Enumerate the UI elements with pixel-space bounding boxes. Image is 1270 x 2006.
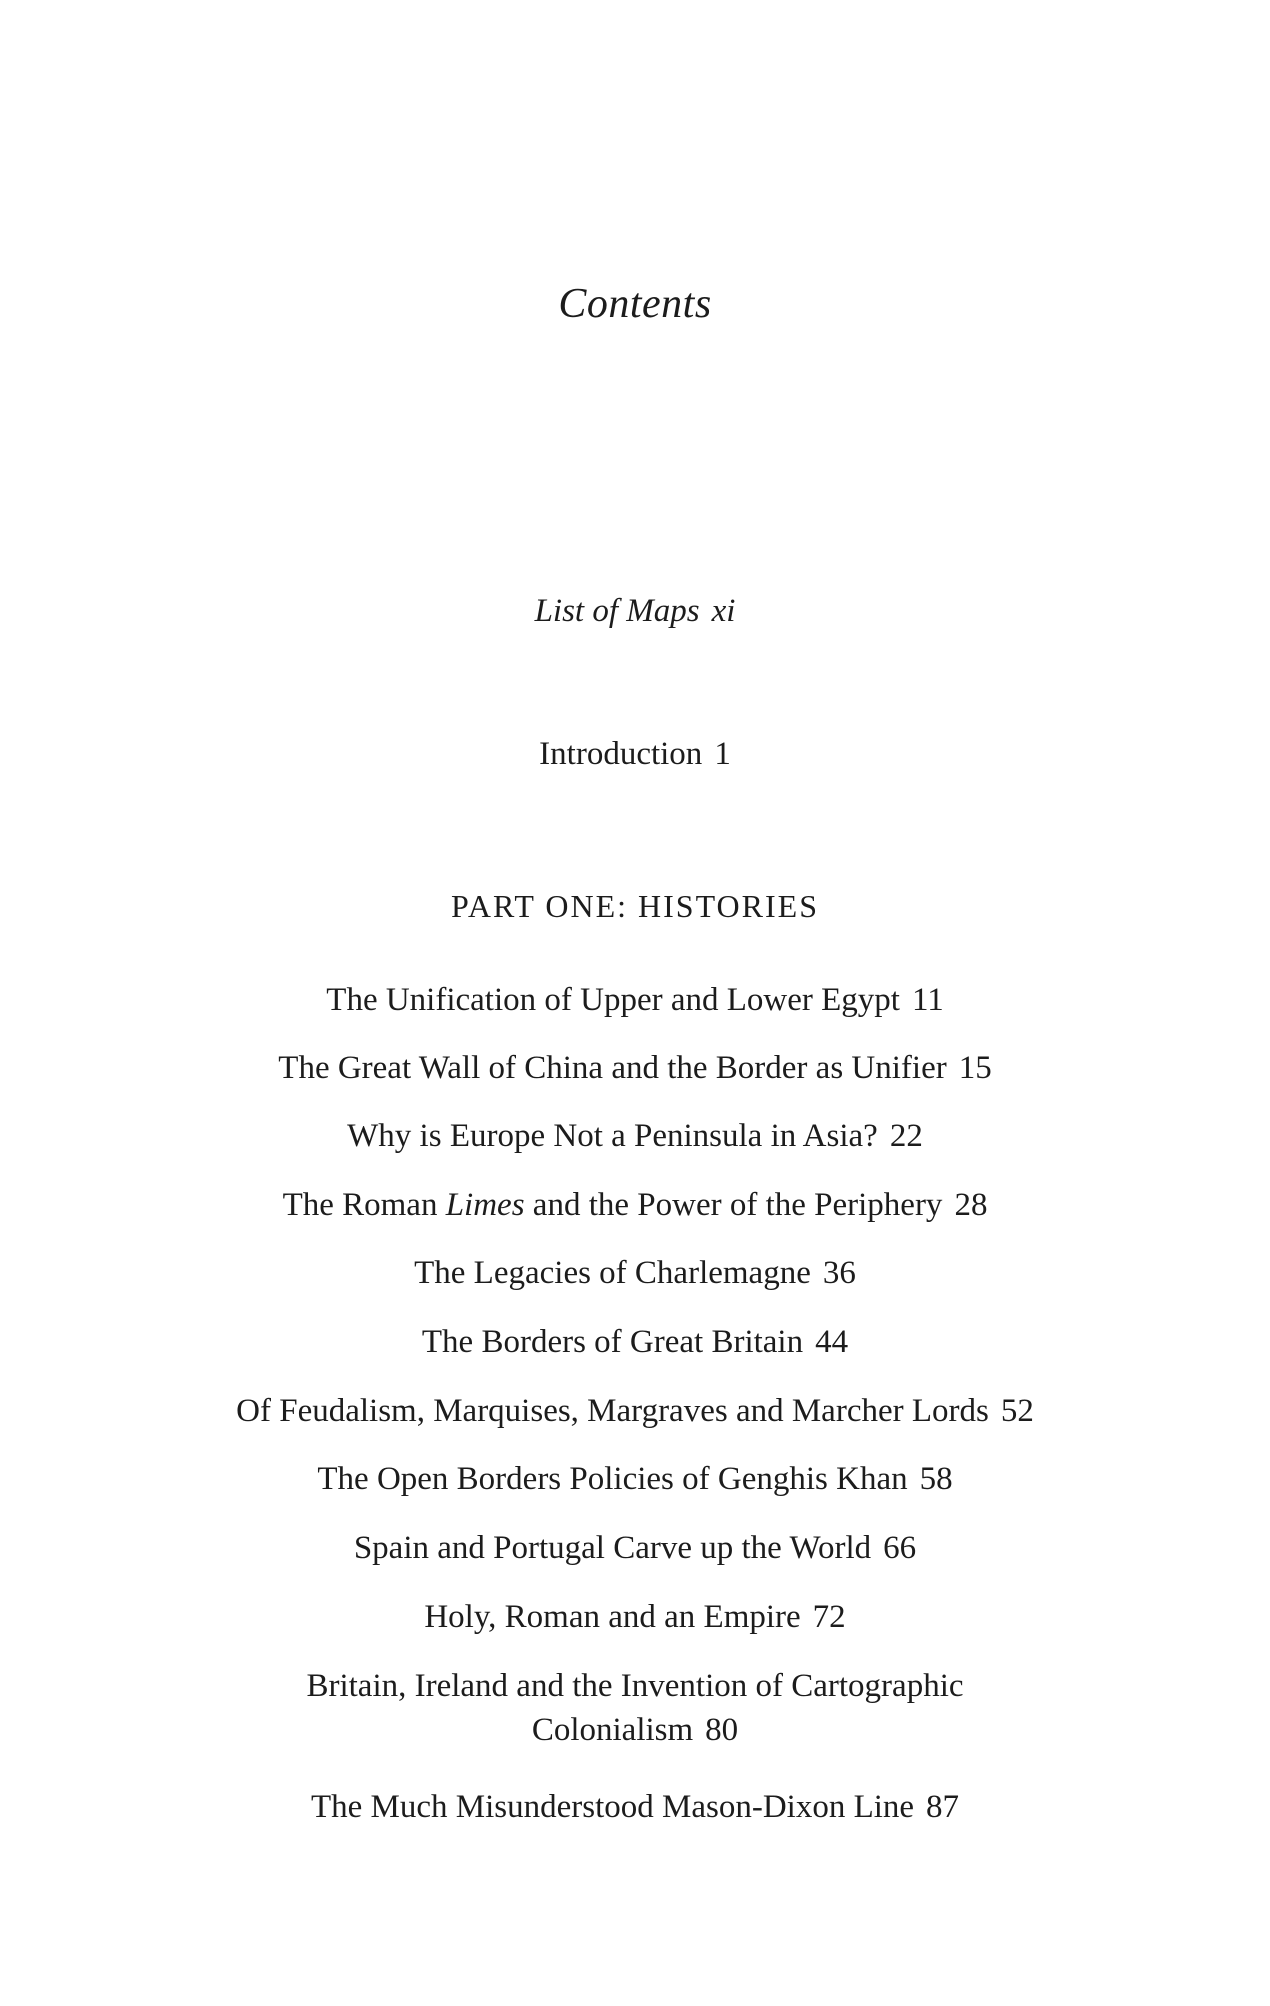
entry-title-italic: Limes	[445, 1187, 525, 1223]
toc-entry	[0, 1526, 1270, 1570]
entry-page-number: 58	[919, 1461, 953, 1497]
entry-title: The Unification of Upper and Lower Egypt	[326, 982, 900, 1018]
entry-page-number: 22	[889, 1118, 923, 1154]
toc-entry	[0, 1320, 1270, 1364]
entry-page-number: 52	[1000, 1393, 1034, 1429]
entry-page-number: 87	[926, 1789, 960, 1825]
entry-title: The Much Misunderstood Mason-Dixon Line	[310, 1789, 915, 1825]
entry-title: The Open Borders Policies of Genghis Khan	[317, 1461, 908, 1497]
toc-entry	[0, 1389, 1270, 1433]
toc-entry	[0, 1595, 1270, 1639]
entry-title-line	[0, 1708, 1270, 1752]
toc-entry	[0, 1046, 1270, 1090]
entry-title: The Borders of Great Britain	[421, 1324, 804, 1360]
entry-title-line: Britain, Ireland and the Invention of Cartographic	[306, 1668, 964, 1704]
entry-page-number: 11	[911, 982, 944, 1018]
toc-entry	[0, 1114, 1270, 1158]
toc-entry	[0, 1183, 1270, 1227]
entry-page-number: xi	[711, 593, 736, 629]
toc-entry	[0, 978, 1270, 1022]
entry-page-number: 28	[954, 1187, 988, 1223]
entry-page-number: 80	[705, 1712, 739, 1748]
entry-title: Holy, Roman and an Empire	[424, 1599, 801, 1635]
entry-title-part: The Roman	[282, 1187, 446, 1223]
entry-page-number: 72	[812, 1599, 846, 1635]
toc-entry-list-of-maps	[0, 593, 1270, 630]
page-title: Contents	[558, 281, 712, 327]
entry-title: Introduction	[539, 736, 703, 772]
toc-entry	[0, 1251, 1270, 1295]
entry-title: Of Feudalism, Marquises, Margraves and Marcher Lords	[236, 1393, 989, 1429]
entry-title: Spain and Portugal Carve up the World	[353, 1530, 872, 1566]
entry-page-number: 15	[958, 1050, 992, 1086]
entry-page-number: 66	[883, 1530, 917, 1566]
entry-title-part: and the Power of the Periphery	[524, 1187, 943, 1223]
entry-page-number: 1	[714, 736, 731, 772]
entry-page-number: 36	[822, 1255, 856, 1291]
toc-entry-introduction	[0, 736, 1270, 773]
entry-title: Colonialism	[531, 1712, 694, 1748]
entry-title: The Great Wall of China and the Border as Unifier	[278, 1050, 947, 1086]
entry-title: Why is Europe Not a Peninsula in Asia?	[347, 1118, 878, 1154]
toc-entry	[0, 1785, 1270, 1829]
toc-entry	[0, 1664, 1270, 1752]
entry-page-number: 44	[815, 1324, 849, 1360]
entry-title: The Legacies of Charlemagne	[414, 1255, 811, 1291]
toc-entry	[0, 1457, 1270, 1501]
part-heading: PART ONE: HISTORIES	[451, 888, 819, 924]
entry-title: List of Maps	[534, 593, 700, 629]
